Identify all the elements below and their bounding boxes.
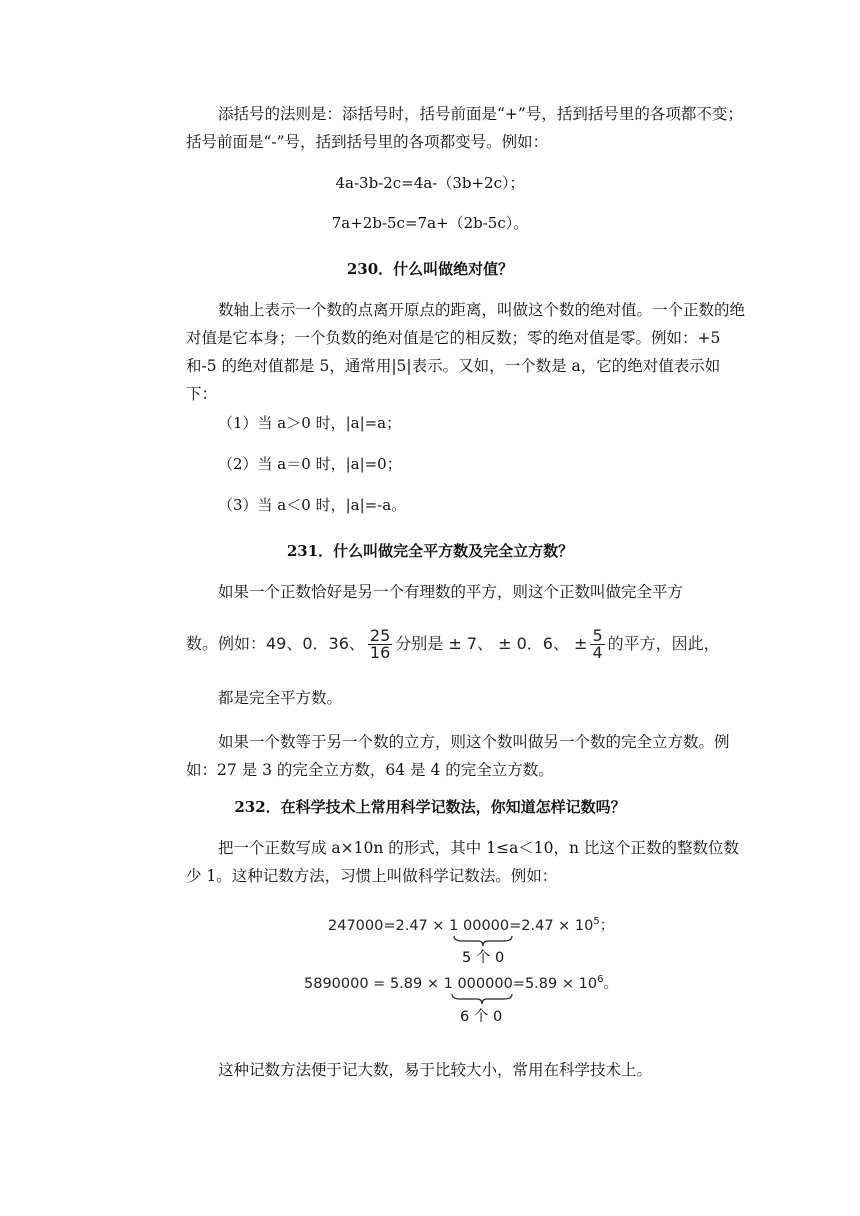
rule-example-2: 7a+2b-5c=7a+（2b-5c）。 xyxy=(331,214,529,232)
q231-math-mid: 分别是 ± 7、 ± 0．6、 ± xyxy=(395,634,588,653)
q230-body: 数轴上表示一个数的点离开原点的距离，叫做这个数的绝对值。一个正数的绝对值是它本身；一个负数的绝对值是它的相反数；零的绝对值是零。例如：+5 和-5 的绝对值都是 5，通常用|5|表示。又如，一个数是 a，它的绝对值表示如下： xyxy=(186,301,746,403)
fraction-25-16: $\frac{25}{16}$ xyxy=(369,626,391,662)
brace-label-2: 6 个 0 xyxy=(460,1009,503,1025)
sci-example-2: 5890000 = 5.89 × 1 $000000=5.89 \times 10^6$。 xyxy=(304,974,618,992)
brace-2 xyxy=(450,992,514,1006)
q230-case-2: （2）当 a＝0 时，|a|=0； xyxy=(218,455,402,473)
q230-title: 230．什么叫做绝对值？ xyxy=(346,260,514,278)
rule-example-1: 4a-3b-2c=4a-（3b+2c）； xyxy=(335,174,525,192)
brace-label-1: 5 个 0 xyxy=(462,950,505,966)
sci-example-1-braced: 1 00000 xyxy=(449,918,510,934)
q231-math-post: 的平方，因此， xyxy=(607,634,720,653)
q232-closing: 这种记数方法便于记大数，易于比较大小，常用在科学技术上。 xyxy=(218,1061,653,1079)
rule-paragraph: 添括号的法则是：添括号时，括号前面是“+”号，括到括号里的各项都不变；括号前面是“-”号，括到括号里的各项都变号。例如： xyxy=(186,105,743,151)
q231-line1: 如果一个正数恰好是另一个有理数的平方，则这个正数叫做完全平方 xyxy=(218,583,684,601)
q231-cube: 如果一个数等于另一个数的立方，则这个数叫做另一个数的完全立方数。例如：27 是 3 的完全立方数，64 是 4 的完全立方数。 xyxy=(186,733,730,779)
fraction-5-4: $\frac{5}{4}$ xyxy=(592,626,603,662)
sci-example-2-braced: 1 000000 xyxy=(443,976,513,992)
sci-example-1: 247000=2.47 × 1 $00000=2.47 \times 10^5$； xyxy=(328,916,615,934)
q231-math-line xyxy=(186,622,720,666)
q230-case-1: （1）当 a＞0 时，|a|=a； xyxy=(218,414,402,432)
q230-case-3: （3）当 a＜0 时，|a|=-a。 xyxy=(218,496,407,514)
q232-body: 把一个正数写成 a×10n 的形式，其中 1≤a＜10，n 比这个正数的整数位数少 1。这种记数方法，习惯上叫做科学记数法。例如： xyxy=(186,839,739,885)
q231-title: 231．什么叫做完全平方数及完全立方数？ xyxy=(286,542,574,560)
q232-title: 232．在科学技术上常用科学记数法，你知道怎样记数吗？ xyxy=(234,798,626,816)
q231-line3: 都是完全平方数。 xyxy=(218,689,343,707)
q231-math-pre: 数。例如：49、0．36、 xyxy=(186,634,365,653)
